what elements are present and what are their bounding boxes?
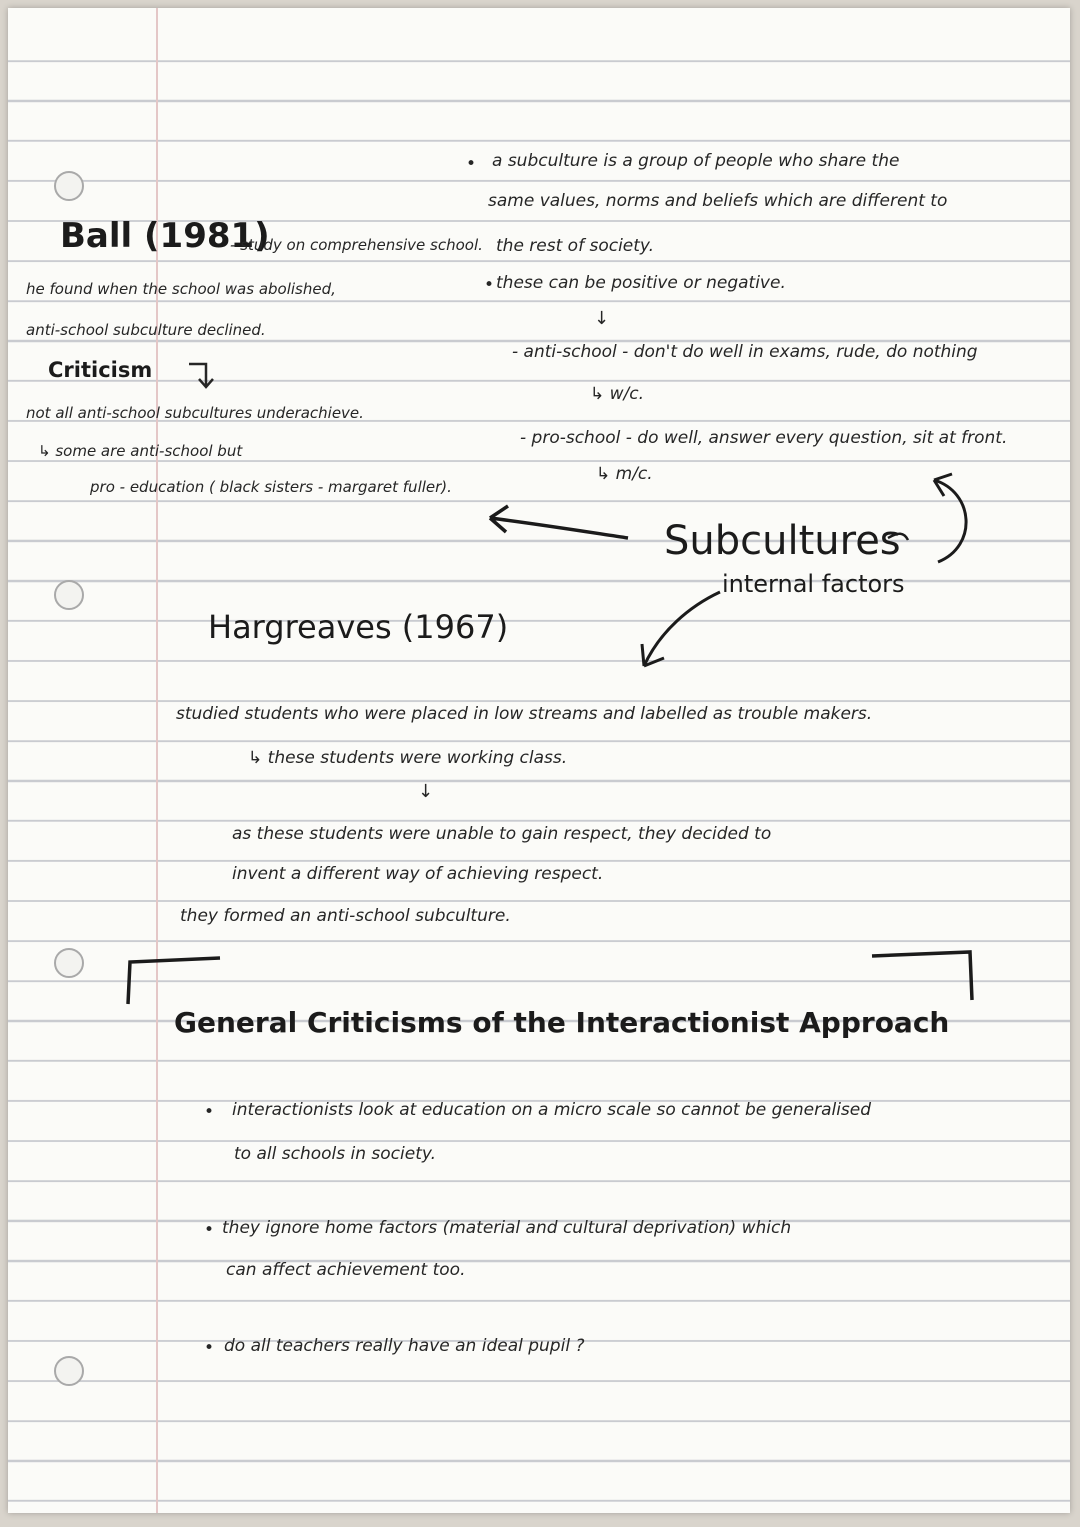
hargreaves-line: studied students who were placed in low streams and labelled as trouble makers. [176,704,873,724]
curved-arrow-icon [878,462,978,572]
hargreaves-title: Hargreaves (1967) [208,608,509,646]
definition-line: a subculture is a group of people who share the [492,151,900,171]
left-arrow-icon [478,496,638,546]
punch-hole [54,171,84,201]
subcultures-title: Subcultures [664,518,901,564]
return-arrow-icon [186,358,216,392]
ball-note: he found when the school was abolished, [26,280,336,298]
subcultures-subtitle: internal factors [722,570,905,598]
down-arrow-icon: ↓ [594,308,610,329]
pro-school-line: - pro-school - do well, answer every question, sit at front. [520,428,1008,448]
criticism-line: pro - education ( black sisters - margaret fuller). [90,478,452,496]
anti-school-line: - anti-school - don't do well in exams, rude, do nothing [512,342,978,362]
hargreaves-line: invent a different way of achieving respect. [232,864,604,884]
criticism-line: not all anti-school subcultures underachieve. [26,404,364,422]
ball-title: Ball (1981) [60,216,270,256]
anti-school-class: ↳ w/c. [590,384,645,404]
definition-line: the rest of society. [496,236,655,256]
hargreaves-line: ↳ these students were working class. [248,748,568,768]
down-arrow-icon: ↓ [418,781,434,802]
punch-hole [54,948,84,978]
criticism-item: interactionists look at education on a micro scale so cannot be generalised [232,1100,872,1120]
punch-hole [54,580,84,610]
bracket-lines [120,946,1000,1006]
ball-subtitle: - study on comprehensive school. [230,236,483,254]
general-criticisms-title: General Criticisms of the Interactionist Approach [174,1006,950,1039]
definition-line: these can be positive or negative. [496,273,786,293]
criticism-heading: Criticism [48,358,153,382]
criticism-item: do all teachers really have an ideal pupil ? [224,1336,585,1356]
criticism-line: ↳ some are anti-school but [38,442,243,460]
hargreaves-line: as these students were unable to gain respect, they decided to [232,824,772,844]
criticism-item: to all schools in society. [234,1144,436,1164]
hargreaves-line: they formed an anti-school subculture. [180,906,511,926]
notebook-page: • a subculture is a group of people who share the same values, norms and beliefs which are different to the rest of society. • these can be positive or negative. ↓ - anti-school - don't do well in exams, rude, do nothing ↳ w/c. - pro-school - do well, answer every question, sit at front. ↳ m/c. Ball (1981) - study on comprehensive school. he found when the school was abolished, anti-school subculture declined. Criticism not all anti-school subcultures underachieve. ↳ some are anti-school but pro - education ( black sisters - margaret fuller). Subcultures internal factors Hargreaves (1967) studied students who were placed in low streams and labelled as trouble makers. ↳ these students were working class. ↓ as these students were unable to gain respect, they decided to invent a different way of achieving respect. they formed an anti-school subculture. General Criticisms of the Interactionist Approach • interactionists look at education on a micro scale so cannot be generalised to all schools in society. • they ignore home factors (material and cultural deprivation) which can affect achievement too. • do all teachers really have an ideal pupil ? [8,8,1070,1513]
down-left-arrow-icon [630,586,730,676]
criticism-item: they ignore home factors (material and cultural deprivation) which [222,1218,792,1238]
criticism-item: can affect achievement too. [226,1260,466,1280]
pro-school-class: ↳ m/c. [596,464,653,484]
definition-line: same values, norms and beliefs which are different to [488,191,948,211]
ball-note: anti-school subculture declined. [26,321,266,339]
punch-hole [54,1356,84,1386]
